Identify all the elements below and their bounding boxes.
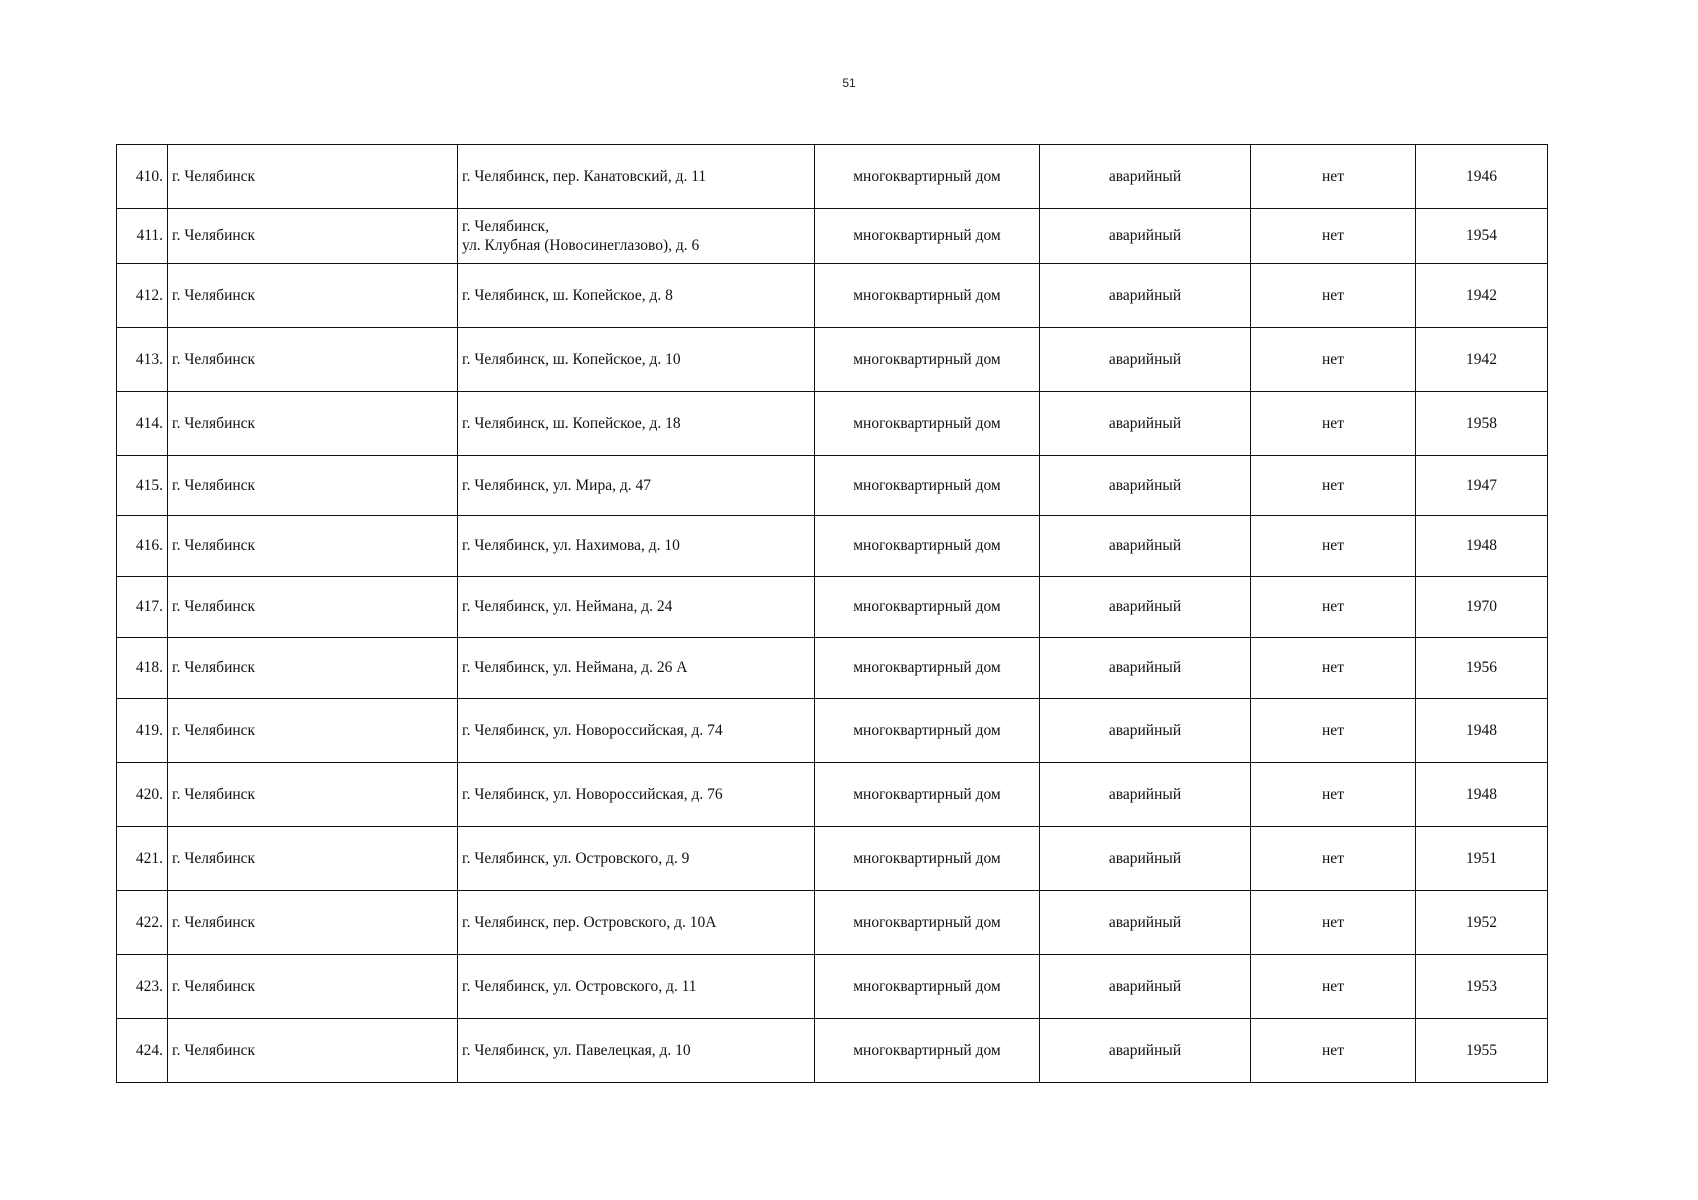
address-line: г. Челябинск, ул. Новороссийская, д. 76 [462, 785, 723, 803]
table-row [117, 1019, 1548, 1083]
year-cell: 1942 [1416, 264, 1548, 328]
condition-cell: аварийный [1040, 328, 1251, 392]
flag-cell: нет [1251, 456, 1416, 516]
condition-cell: аварийный [1040, 955, 1251, 1019]
municipality-cell: г. Челябинск [168, 145, 458, 209]
building-type-cell: многоквартирный дом [815, 392, 1040, 456]
municipality-cell: г. Челябинск [168, 209, 458, 264]
table-row [117, 638, 1548, 699]
municipality-cell: г. Челябинск [168, 264, 458, 328]
condition-cell: аварийный [1040, 392, 1251, 456]
year-cell: 1951 [1416, 827, 1548, 891]
table-row [117, 264, 1548, 328]
table-row [117, 145, 1548, 209]
condition-cell: аварийный [1040, 891, 1251, 955]
flag-cell: нет [1251, 516, 1416, 577]
flag-cell: нет [1251, 827, 1416, 891]
row-number: 414. [117, 392, 168, 456]
building-type-cell: многоквартирный дом [815, 638, 1040, 699]
table-row [117, 392, 1548, 456]
flag-cell: нет [1251, 328, 1416, 392]
address-line: г. Челябинск, ул. Новороссийская, д. 74 [462, 721, 723, 739]
building-type-cell: многоквартирный дом [815, 264, 1040, 328]
address-cell [458, 891, 815, 955]
building-type-cell: многоквартирный дом [815, 763, 1040, 827]
municipality-cell: г. Челябинск [168, 638, 458, 699]
year-cell: 1958 [1416, 392, 1548, 456]
municipality-cell: г. Челябинск [168, 891, 458, 955]
flag-cell: нет [1251, 392, 1416, 456]
address-cell [458, 699, 815, 763]
municipality-cell: г. Челябинск [168, 328, 458, 392]
condition-cell: аварийный [1040, 456, 1251, 516]
condition-cell: аварийный [1040, 827, 1251, 891]
building-type-cell: многоквартирный дом [815, 955, 1040, 1019]
year-cell: 1956 [1416, 638, 1548, 699]
municipality-cell: г. Челябинск [168, 763, 458, 827]
address-line: г. Челябинск, ул. Мира, д. 47 [462, 476, 651, 494]
table-row [117, 955, 1548, 1019]
row-number: 421. [117, 827, 168, 891]
building-type-cell: многоквартирный дом [815, 577, 1040, 638]
row-number: 417. [117, 577, 168, 638]
table-body [117, 145, 1548, 1083]
building-type-cell: многоквартирный дом [815, 1019, 1040, 1083]
table-row [117, 577, 1548, 638]
row-number: 422. [117, 891, 168, 955]
table-row [117, 699, 1548, 763]
row-number: 416. [117, 516, 168, 577]
address-cell [458, 328, 815, 392]
flag-cell: нет [1251, 763, 1416, 827]
address-line: г. Челябинск, ул. Островского, д. 9 [462, 849, 690, 867]
address-line: г. Челябинск, ул. Павелецкая, д. 10 [462, 1041, 691, 1059]
table-row [117, 328, 1548, 392]
row-number: 411. [117, 209, 168, 264]
flag-cell: нет [1251, 145, 1416, 209]
table-row [117, 456, 1548, 516]
address-line: г. Челябинск, ул. Нахимова, д. 10 [462, 537, 680, 555]
building-type-cell: многоквартирный дом [815, 456, 1040, 516]
address-line: ул. Клубная (Новосинеглазово), д. 6 [462, 237, 700, 254]
condition-cell: аварийный [1040, 516, 1251, 577]
address-cell [458, 456, 815, 516]
row-number: 410. [117, 145, 168, 209]
flag-cell: нет [1251, 638, 1416, 699]
row-number: 412. [117, 264, 168, 328]
flag-cell: нет [1251, 577, 1416, 638]
building-type-cell: многоквартирный дом [815, 328, 1040, 392]
municipality-cell: г. Челябинск [168, 456, 458, 516]
year-cell: 1948 [1416, 763, 1548, 827]
flag-cell: нет [1251, 264, 1416, 328]
building-type-cell: многоквартирный дом [815, 145, 1040, 209]
table-row [117, 891, 1548, 955]
municipality-cell: г. Челябинск [168, 577, 458, 638]
address-cell [458, 955, 815, 1019]
municipality-cell: г. Челябинск [168, 699, 458, 763]
year-cell: 1953 [1416, 955, 1548, 1019]
page-number: 51 [842, 76, 856, 90]
housing-registry-table [116, 144, 1548, 1083]
condition-cell: аварийный [1040, 763, 1251, 827]
row-number: 420. [117, 763, 168, 827]
row-number: 415. [117, 456, 168, 516]
address-line: г. Челябинск, [462, 217, 549, 235]
year-cell: 1954 [1416, 209, 1548, 264]
row-number: 419. [117, 699, 168, 763]
row-number: 418. [117, 638, 168, 699]
address-line: г. Челябинск, пер. Канатовский, д. 11 [462, 167, 707, 185]
address-line: г. Челябинск, ш. Копейское, д. 8 [462, 286, 673, 304]
address-cell [458, 827, 815, 891]
year-cell: 1952 [1416, 891, 1548, 955]
table-row [117, 209, 1548, 264]
address-cell [458, 516, 815, 577]
municipality-cell: г. Челябинск [168, 1019, 458, 1083]
year-cell: 1955 [1416, 1019, 1548, 1083]
address-line: г. Челябинск, ул. Неймана, д. 26 А [462, 659, 688, 677]
address-line: г. Челябинск, ш. Копейское, д. 10 [462, 350, 681, 368]
year-cell: 1970 [1416, 577, 1548, 638]
flag-cell: нет [1251, 1019, 1416, 1083]
condition-cell: аварийный [1040, 145, 1251, 209]
table-row [117, 827, 1548, 891]
row-number: 424. [117, 1019, 168, 1083]
building-type-cell: многоквартирный дом [815, 891, 1040, 955]
address-line: г. Челябинск, пер. Островского, д. 10А [462, 913, 717, 931]
municipality-cell: г. Челябинск [168, 516, 458, 577]
year-cell: 1948 [1416, 699, 1548, 763]
address-cell [458, 264, 815, 328]
table-row [117, 763, 1548, 827]
address-line: г. Челябинск, ул. Неймана, д. 24 [462, 598, 673, 616]
building-type-cell: многоквартирный дом [815, 209, 1040, 264]
year-cell: 1947 [1416, 456, 1548, 516]
address-cell [458, 763, 815, 827]
municipality-cell: г. Челябинск [168, 392, 458, 456]
year-cell: 1942 [1416, 328, 1548, 392]
flag-cell: нет [1251, 699, 1416, 763]
address-cell [458, 638, 815, 699]
address-cell [458, 392, 815, 456]
municipality-cell: г. Челябинск [168, 955, 458, 1019]
building-type-cell: многоквартирный дом [815, 827, 1040, 891]
condition-cell: аварийный [1040, 264, 1251, 328]
flag-cell: нет [1251, 955, 1416, 1019]
building-type-cell: многоквартирный дом [815, 699, 1040, 763]
condition-cell: аварийный [1040, 699, 1251, 763]
table-row [117, 516, 1548, 577]
condition-cell: аварийный [1040, 638, 1251, 699]
municipality-cell: г. Челябинск [168, 827, 458, 891]
flag-cell: нет [1251, 209, 1416, 264]
year-cell: 1948 [1416, 516, 1548, 577]
row-number: 413. [117, 328, 168, 392]
address-line: г. Челябинск, ул. Островского, д. 11 [462, 977, 697, 995]
building-type-cell: многоквартирный дом [815, 516, 1040, 577]
address-cell [458, 209, 815, 264]
condition-cell: аварийный [1040, 1019, 1251, 1083]
address-cell [458, 577, 815, 638]
flag-cell: нет [1251, 891, 1416, 955]
address-cell [458, 1019, 815, 1083]
year-cell: 1946 [1416, 145, 1548, 209]
address-cell [458, 145, 815, 209]
condition-cell: аварийный [1040, 209, 1251, 264]
row-number: 423. [117, 955, 168, 1019]
address-line: г. Челябинск, ш. Копейское, д. 18 [462, 414, 681, 432]
condition-cell: аварийный [1040, 577, 1251, 638]
